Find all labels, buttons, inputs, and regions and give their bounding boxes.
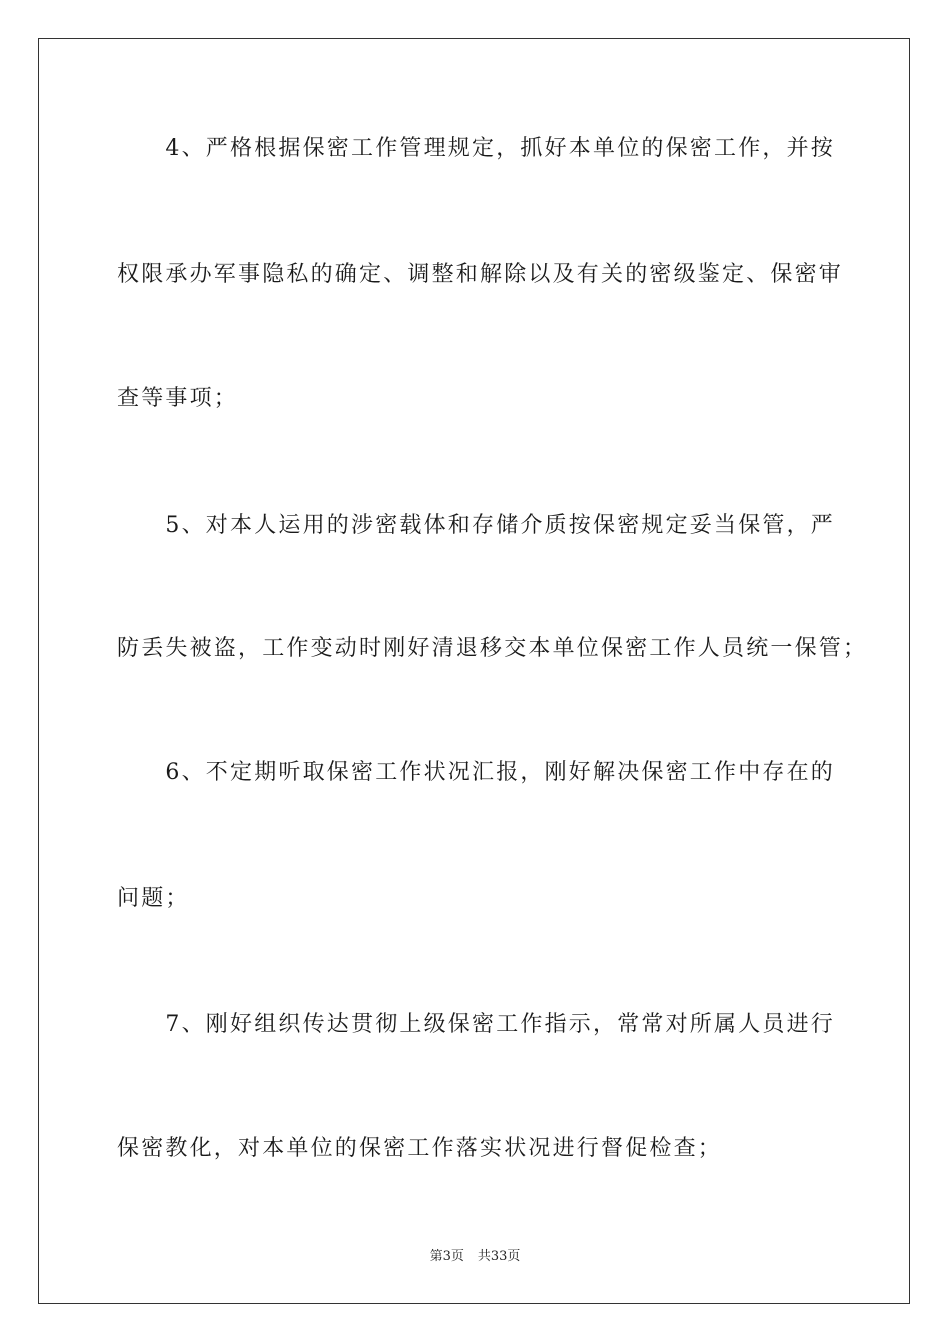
page-border — [38, 38, 910, 1304]
paragraph-6-line-1: 6、不定期听取保密工作状况汇报，刚好解决保密工作中存在的 — [117, 760, 835, 785]
paragraph-7-line-2: 保密教化，对本单位的保密工作落实状况进行督促检查； — [117, 1136, 723, 1161]
paragraph-6-line-2: 问题； — [117, 886, 190, 911]
paragraph-5-line-1: 5、对本人运用的涉密载体和存储介质按保密规定妥当保管，严 — [117, 513, 835, 538]
paragraph-4-line-3: 查等事项； — [117, 386, 239, 411]
paragraph-4-line-1: 4、严格根据保密工作管理规定，抓好本单位的保密工作，并按 — [117, 136, 835, 161]
paragraph-5-line-2: 防丢失被盗，工作变动时刚好清退移交本单位保密工作人员统一保管； — [117, 636, 868, 661]
page-number: 第3页 — [429, 1249, 464, 1264]
paragraph-7-line-1: 7、刚好组织传达贯彻上级保密工作指示，常常对所属人员进行 — [117, 1012, 835, 1037]
paragraph-4-line-2: 权限承办军事隐私的确定、调整和解除以及有关的密级鉴定、保密审 — [117, 262, 844, 287]
page-footer — [0, 1248, 950, 1266]
page-total: 共33页 — [477, 1249, 521, 1264]
